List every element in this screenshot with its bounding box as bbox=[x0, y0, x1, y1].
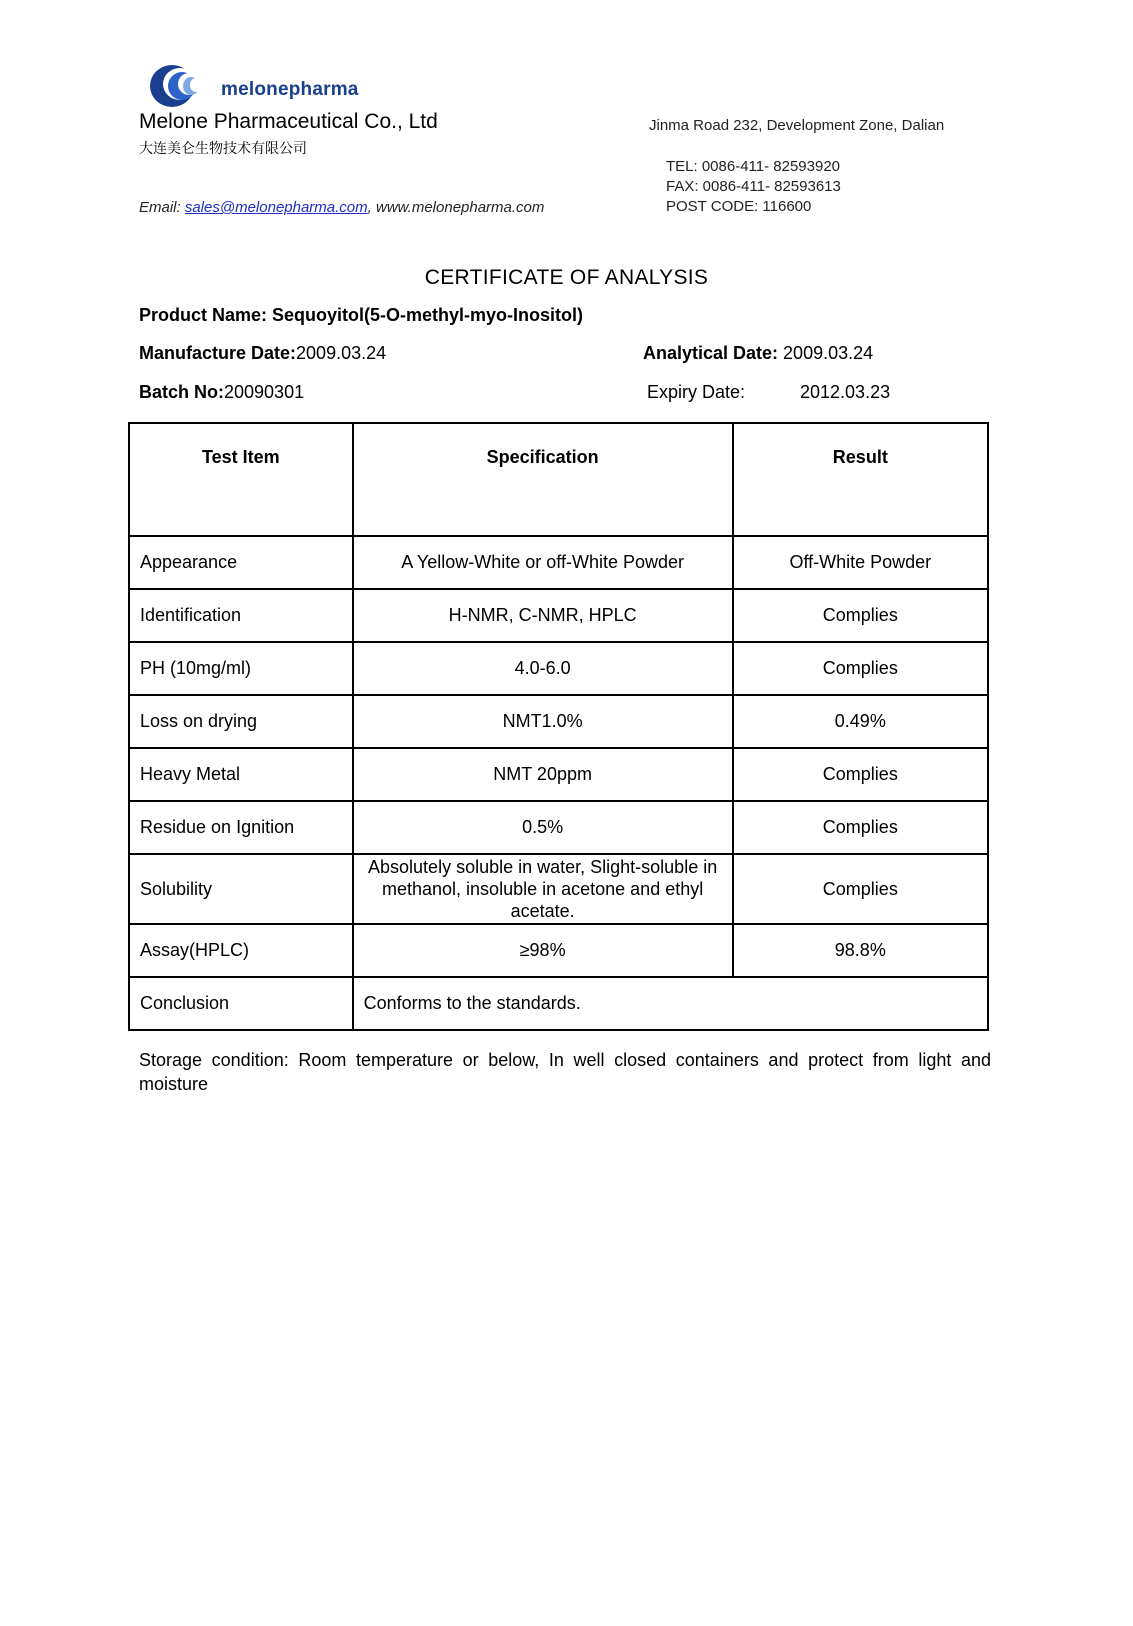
specification-cell: Absolutely soluble in water, Slight-soluble in methanol, insoluble in acetone and ethyl acetate. bbox=[353, 854, 733, 924]
result-cell: Off-White Powder bbox=[733, 536, 988, 589]
company-name: Melone Pharmaceutical Co., Ltd bbox=[139, 110, 438, 133]
email-separator: , bbox=[367, 199, 376, 216]
table-header-row bbox=[129, 423, 988, 536]
test-item-cell: Residue on Ignition bbox=[129, 801, 353, 854]
conclusion-row bbox=[129, 977, 988, 1030]
header-specification: Specification bbox=[353, 423, 733, 536]
table-row bbox=[129, 801, 988, 854]
result-cell: 98.8% bbox=[733, 924, 988, 977]
specification-cell: A Yellow-White or off-White Powder bbox=[353, 536, 733, 589]
result-cell: Complies bbox=[733, 642, 988, 695]
table-row bbox=[129, 589, 988, 642]
analytical-date-label: Analytical Date: bbox=[643, 343, 784, 363]
result-cell: Complies bbox=[733, 589, 988, 642]
expiry-date-value: 2012.03.23 bbox=[800, 382, 891, 402]
table-row bbox=[129, 642, 988, 695]
test-item-cell: Assay(HPLC) bbox=[129, 924, 353, 977]
result-cell: 0.49% bbox=[733, 695, 988, 748]
test-item-cell: Appearance bbox=[129, 536, 353, 589]
table-row bbox=[129, 854, 988, 924]
table-row bbox=[129, 924, 988, 977]
analytical-date-value: 2009.03.24 bbox=[783, 343, 874, 363]
specification-cell: 4.0-6.0 bbox=[353, 642, 733, 695]
brand-wordmark: melonepharma bbox=[221, 79, 359, 100]
specification-cell: 0.5% bbox=[353, 801, 733, 854]
test-item-cell: PH (10mg/ml) bbox=[129, 642, 353, 695]
conclusion-value: Conforms to the standards. bbox=[353, 977, 988, 1030]
batch-number-line bbox=[139, 382, 304, 403]
fax-number: FAX: 0086-411- 82593613 bbox=[666, 178, 841, 195]
email-link[interactable]: sales@melonepharma.com bbox=[184, 199, 368, 216]
result-cell: Complies bbox=[733, 854, 988, 924]
table-row bbox=[129, 536, 988, 589]
website-text: www.melonepharma.com bbox=[376, 199, 545, 216]
table-row bbox=[129, 695, 988, 748]
expiry-date-label: Expiry Date: bbox=[647, 382, 746, 402]
post-code: POST CODE: 116600 bbox=[666, 198, 812, 215]
manufacture-date-value: 2009.03.24 bbox=[296, 343, 387, 363]
product-name-value: Sequoyitol(5-O-methyl-myo-Inositol) bbox=[272, 305, 584, 325]
document-title: CERTIFICATE OF ANALYSIS bbox=[424, 266, 709, 289]
company-address: Jinma Road 232, Development Zone, Dalian bbox=[649, 117, 945, 134]
contact-email-line bbox=[139, 199, 544, 216]
header-test-item: Test Item bbox=[129, 423, 353, 536]
email-label: Email: bbox=[139, 199, 185, 216]
melonepharma-logo-icon bbox=[148, 63, 214, 109]
product-name-label: Product Name: bbox=[139, 305, 273, 325]
batch-number-value: 20090301 bbox=[224, 382, 305, 402]
test-item-cell: Loss on drying bbox=[129, 695, 353, 748]
test-item-cell: Solubility bbox=[129, 854, 353, 924]
manufacture-date-label: Manufacture Date: bbox=[139, 343, 297, 363]
manufacture-date-line bbox=[139, 343, 386, 364]
specification-cell: ≥98% bbox=[353, 924, 733, 977]
test-item-cell: Heavy Metal bbox=[129, 748, 353, 801]
table-row bbox=[129, 748, 988, 801]
tel-number: TEL: 0086-411- 82593920 bbox=[666, 158, 841, 175]
test-item-cell: Identification bbox=[129, 589, 353, 642]
specification-cell: NMT1.0% bbox=[353, 695, 733, 748]
storage-condition: Storage condition: Room temperature or below, In well closed containers and protect from light and moisture bbox=[139, 1050, 991, 1094]
result-cell: Complies bbox=[733, 801, 988, 854]
product-name-line bbox=[139, 305, 583, 326]
analytical-date-line bbox=[643, 343, 873, 364]
batch-number-label: Batch No: bbox=[139, 382, 224, 402]
company-name-chinese: 大连美仑生物技术有限公司 bbox=[139, 141, 307, 157]
analysis-table bbox=[128, 422, 989, 1031]
conclusion-label: Conclusion bbox=[129, 977, 353, 1030]
specification-cell: H-NMR, C-NMR, HPLC bbox=[353, 589, 733, 642]
header-result: Result bbox=[733, 423, 988, 536]
result-cell: Complies bbox=[733, 748, 988, 801]
specification-cell: NMT 20ppm bbox=[353, 748, 733, 801]
